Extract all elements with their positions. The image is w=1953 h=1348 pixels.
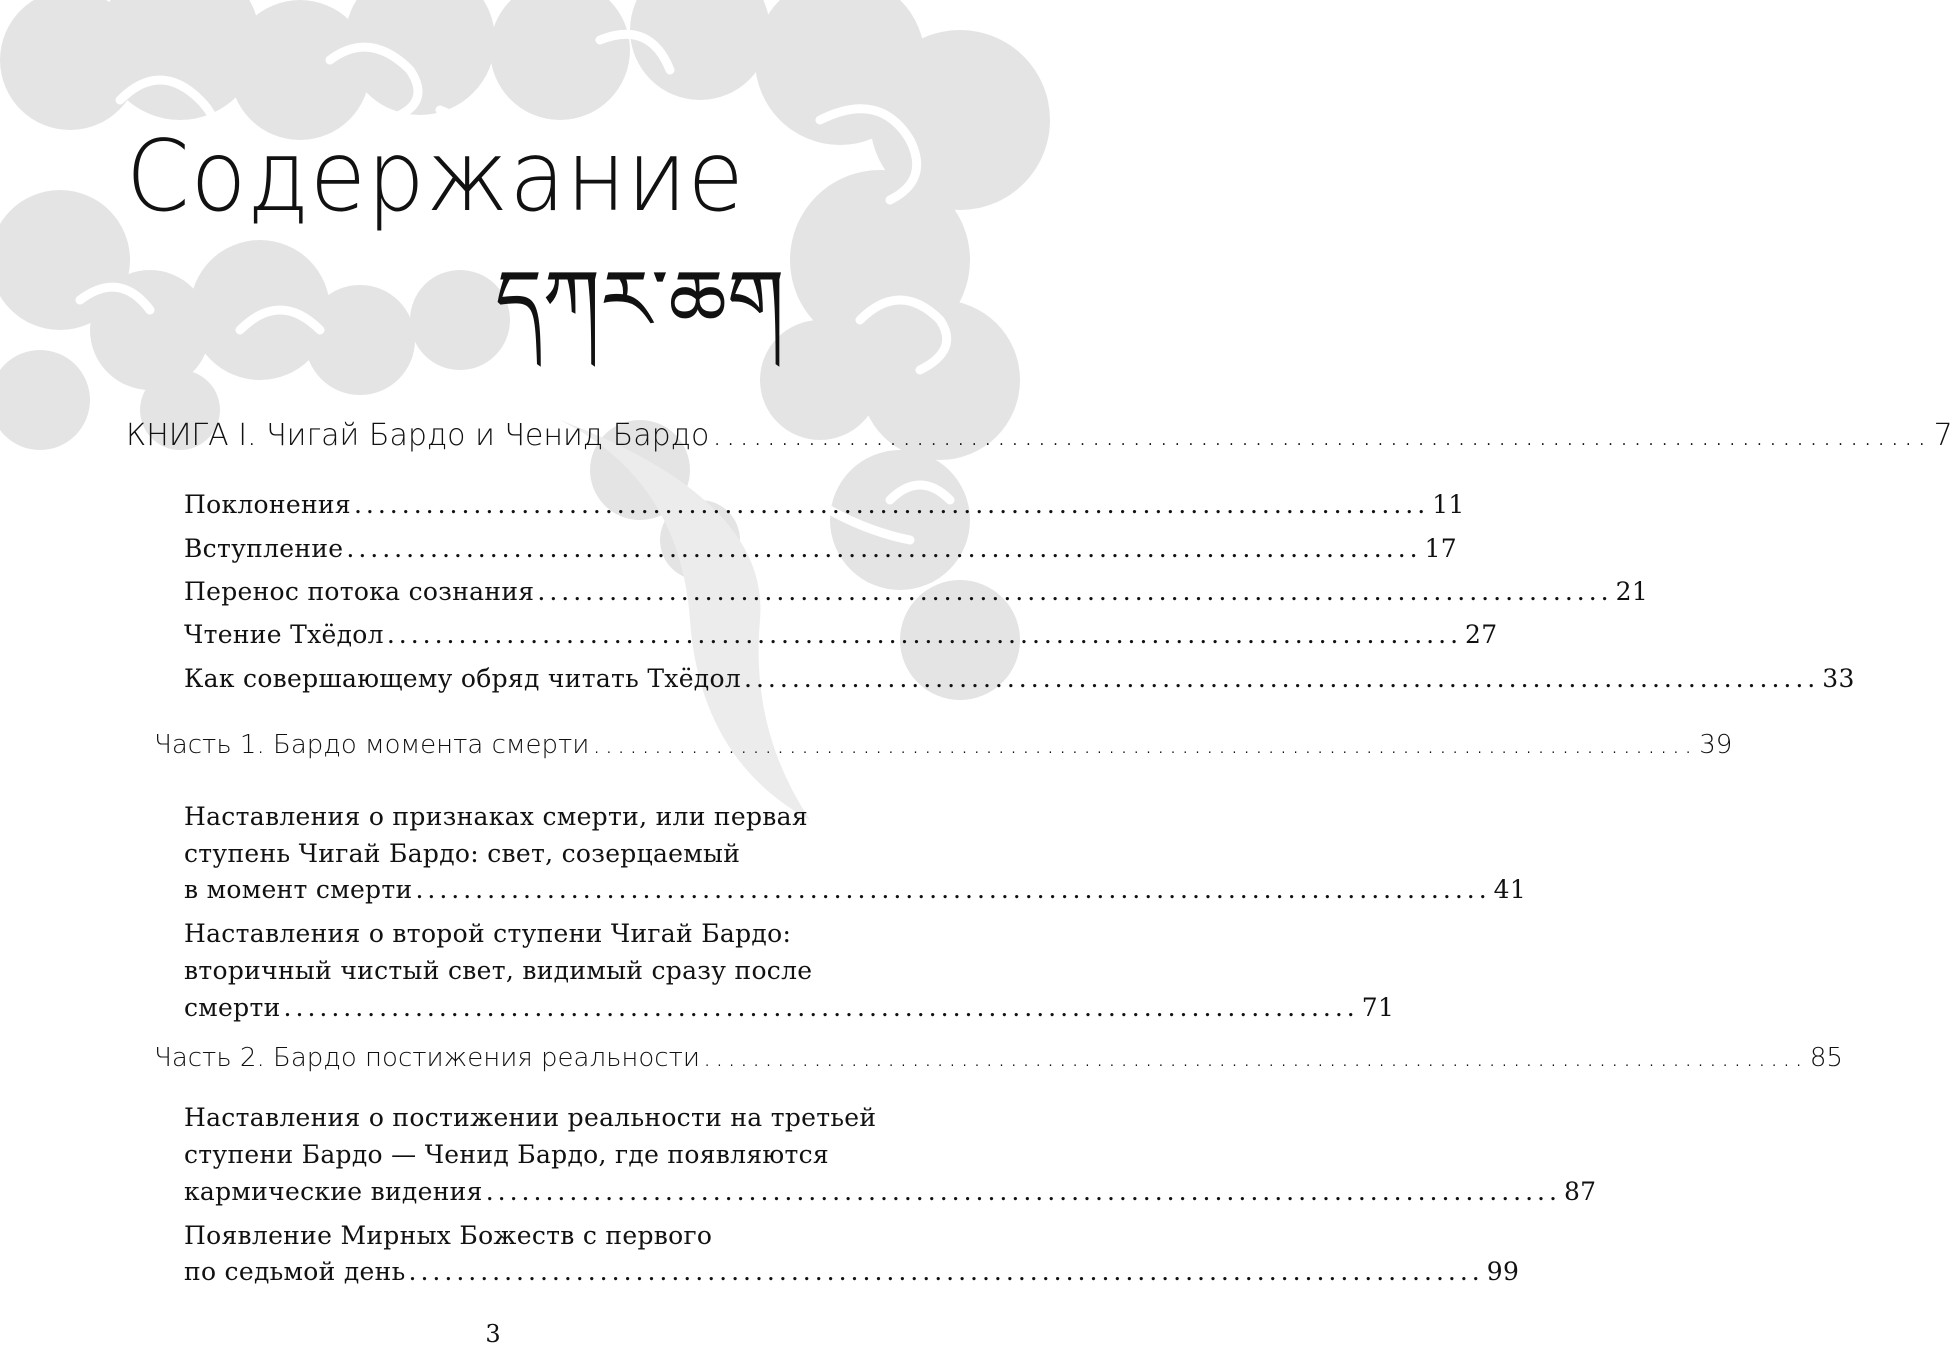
toc-page-number: 27 — [1465, 620, 1498, 649]
toc-leader: .......................................................................................... — [703, 1043, 1807, 1073]
toc-leader: .......................................................................................... — [283, 993, 1359, 1022]
toc-entry-label: Перенос потока сознания — [184, 577, 535, 606]
toc-leader: .......................................................................................... — [537, 577, 1613, 606]
toc-entry-label: Часть 2. Бардо постижения реальности — [154, 1043, 700, 1073]
toc-leader: .......................................................................................... — [353, 490, 1430, 519]
toc-entry[interactable] — [184, 620, 1498, 649]
toc-leader: .......................................................................................... — [744, 664, 1820, 693]
page-title: Содержание — [126, 120, 745, 234]
toc-page-number: 21 — [1615, 577, 1649, 606]
toc-entry-line: Появление Мирных Божеств с первого — [184, 1221, 713, 1250]
toc-entry-label: смерти — [184, 993, 281, 1022]
toc-page-number: 71 — [1361, 993, 1395, 1022]
toc-leader: .......................................................................................... — [415, 875, 1491, 904]
toc-entry-line: Наставления о признаках смерти, или первая — [184, 802, 808, 831]
toc-entry-label: Вступление — [184, 534, 344, 563]
toc-entry[interactable] — [184, 534, 1458, 563]
toc-page-number: 11 — [1432, 490, 1465, 519]
toc-leader: .......................................................................................... — [346, 534, 1422, 563]
toc-entry-line: ступени Бардо — Ченид Бардо, где появляются — [184, 1140, 830, 1169]
toc-entry-label: по седьмой день — [184, 1257, 406, 1286]
toc-part-entry[interactable] — [154, 730, 1733, 760]
toc-page-number: 7 — [1933, 418, 1953, 453]
toc-page-number: 87 — [1563, 1177, 1597, 1206]
toc-entry[interactable] — [184, 1257, 1520, 1286]
toc-entry-line: Наставления о второй ступени Чигай Бардо: — [184, 919, 792, 948]
toc-entry-line: Наставления о постижении реальности на третьей — [184, 1103, 877, 1132]
toc-page-number: 39 — [1699, 730, 1733, 760]
toc-entry-label: кармические видения — [184, 1177, 483, 1206]
toc-entry[interactable] — [184, 993, 1395, 1022]
toc-entry-label: Как совершающему обряд читать Тхёдол — [184, 664, 742, 693]
toc-leader: .......................................................................................... — [485, 1177, 1561, 1206]
toc-page-number: 85 — [1809, 1043, 1843, 1073]
toc-entry-label: в момент смерти — [184, 875, 413, 904]
tibetan-title: དཀར་ཆག — [495, 253, 785, 348]
toc-entry-label: Поклонения — [184, 490, 351, 519]
page-number: 3 — [485, 1320, 501, 1348]
toc-part-entry[interactable] — [154, 1043, 1843, 1073]
toc-book-entry[interactable] — [126, 418, 1953, 453]
toc-leader: .......................................................................................... — [386, 620, 1463, 649]
toc-page-number: 41 — [1493, 875, 1527, 904]
toc-entry-line: ступень Чигай Бардо: свет, созерцаемый — [184, 839, 741, 868]
toc-page-number: 17 — [1424, 534, 1458, 563]
toc-leader: .......................................................................................... — [408, 1257, 1484, 1286]
toc-entry[interactable] — [184, 577, 1649, 606]
toc-entry-line: вторичный чистый свет, видимый сразу после — [184, 956, 813, 985]
toc-entry-label: КНИГА I. Чигай Бардо и Ченид Бардо — [126, 418, 710, 453]
toc-leader: .......................................................................................... — [592, 730, 1697, 760]
toc-entry[interactable] — [184, 664, 1855, 693]
toc-entry-label: Часть 1. Бардо момента смерти — [154, 730, 590, 760]
toc-leader: .......................................................................................... — [712, 418, 1931, 453]
toc-entry-label: Чтение Тхёдол — [184, 620, 384, 649]
toc-entry[interactable] — [184, 1177, 1597, 1206]
toc-page-number: 99 — [1486, 1257, 1520, 1286]
toc-entry[interactable] — [184, 875, 1527, 904]
toc-entry[interactable] — [184, 490, 1465, 519]
toc-page-number: 33 — [1822, 664, 1855, 693]
